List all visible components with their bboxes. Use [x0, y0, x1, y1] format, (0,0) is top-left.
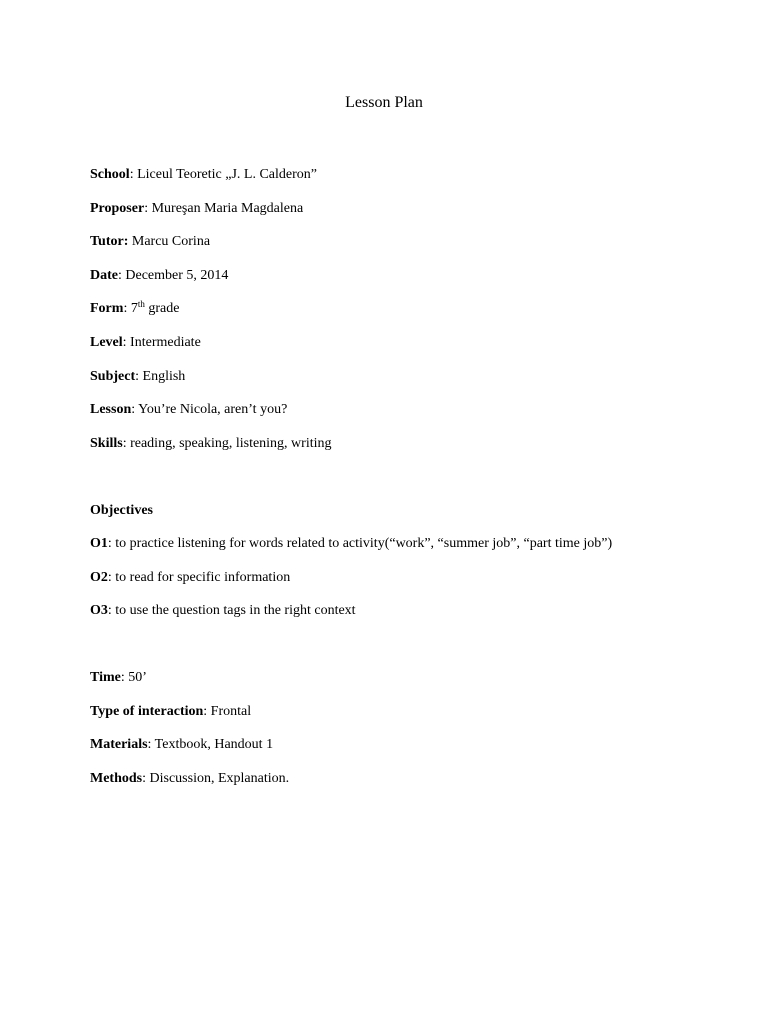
methods-label: Methods: [90, 771, 143, 786]
skills-label: Skills: [90, 436, 123, 451]
school-line: [90, 166, 317, 184]
objective-o3-value: to use the question tags in the right context: [115, 603, 356, 618]
page-title: Lesson Plan: [345, 94, 423, 111]
objective-o1-line: [90, 535, 612, 553]
objective-o2-separator: :: [107, 570, 116, 585]
form-value-rest: grade: [144, 301, 180, 316]
objective-o2-label: O2: [90, 570, 108, 585]
interaction-label: Type of interaction: [90, 704, 204, 719]
proposer-value: Mureşan Maria Magdalena: [151, 201, 304, 216]
interaction-separator: :: [203, 704, 211, 719]
objective-o3-separator: :: [107, 603, 116, 618]
objective-o3-line: [90, 602, 356, 620]
materials-value: Textbook, Handout 1: [154, 737, 274, 752]
objective-o1-separator: :: [107, 536, 116, 551]
level-label: Level: [90, 335, 123, 350]
lesson-separator: :: [131, 402, 139, 417]
level-value: Intermediate: [130, 335, 201, 350]
objective-o1-value: to practice listening for words related to activity(“work”, “summer job”, “part time job”): [115, 536, 613, 551]
interaction-value: Frontal: [210, 704, 252, 719]
subject-line: [90, 368, 185, 386]
methods-line: [90, 770, 289, 788]
subject-separator: :: [135, 369, 143, 384]
tutor-line: [90, 233, 210, 251]
proposer-separator: :: [144, 201, 152, 216]
skills-value: reading, speaking, listening, writing: [130, 436, 332, 451]
time-line: [90, 669, 147, 687]
objective-o2-value: to read for specific information: [115, 570, 291, 585]
school-separator: :: [129, 167, 138, 182]
objective-o2-line: [90, 569, 290, 587]
objective-o3-label: O3: [90, 603, 108, 618]
materials-line: [90, 736, 273, 754]
proposer-label: Proposer: [90, 201, 145, 216]
skills-separator: :: [122, 436, 131, 451]
objectives-heading: Objectives: [90, 503, 153, 518]
methods-separator: :: [142, 771, 150, 786]
time-separator: :: [120, 670, 129, 685]
interaction-line: [90, 703, 251, 721]
lesson-line: [90, 401, 287, 419]
objective-o1-label: O1: [90, 536, 108, 551]
time-value: 50’: [128, 670, 147, 685]
school-label: School: [90, 167, 130, 182]
form-value-number: 7: [130, 301, 138, 316]
subject-label: Subject: [90, 369, 136, 384]
date-line: [90, 267, 228, 285]
lesson-label: Lesson: [90, 402, 132, 417]
date-separator: :: [118, 268, 126, 283]
school-value: Liceul Teoretic „J. L. Calderon”: [137, 167, 317, 182]
level-line: [90, 334, 201, 352]
time-label: Time: [90, 670, 121, 685]
materials-separator: :: [147, 737, 155, 752]
level-separator: :: [122, 335, 131, 350]
tutor-label: Tutor:: [90, 234, 129, 249]
form-value-superscript: th: [137, 299, 145, 309]
tutor-value: Marcu Corina: [131, 234, 211, 249]
skills-line: [90, 435, 332, 453]
form-separator: :: [123, 301, 131, 316]
lesson-value: You’re Nicola, aren’t you?: [138, 402, 288, 417]
materials-label: Materials: [90, 737, 148, 752]
methods-value: Discussion, Explanation.: [149, 771, 290, 786]
subject-value: English: [142, 369, 186, 384]
date-label: Date: [90, 268, 118, 283]
date-value: December 5, 2014: [125, 268, 229, 283]
form-line: [90, 300, 179, 318]
proposer-line: [90, 200, 303, 218]
form-label: Form: [90, 301, 124, 316]
